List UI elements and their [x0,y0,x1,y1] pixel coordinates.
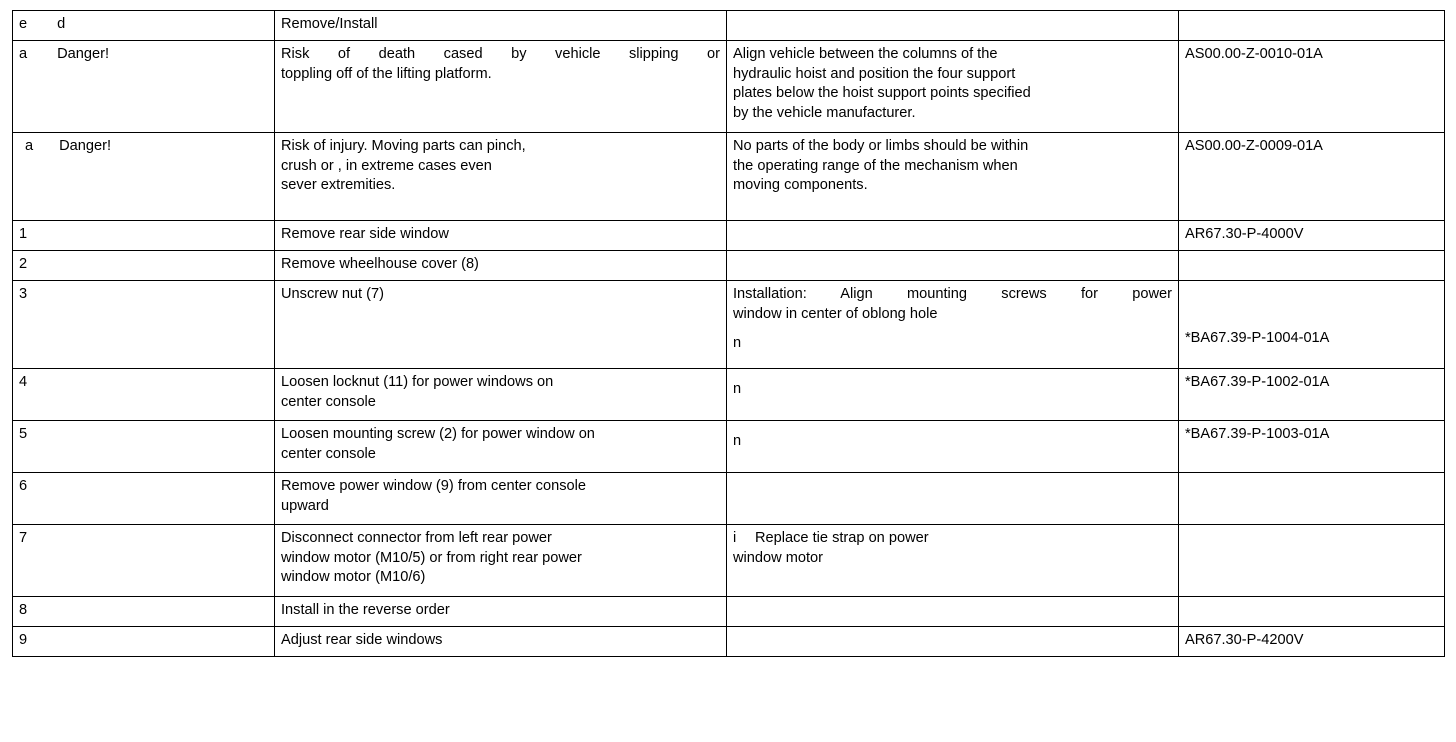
step-number: 2 [19,256,28,272]
cell-reference [1179,421,1445,473]
task-line: window motor (M10/5) or from right rear power [281,549,582,566]
note-line: by the vehicle manufacturer. [733,105,916,122]
cell-note [727,133,1179,221]
cell-note [727,627,1179,657]
task-line: Loosen locknut (11) for power windows on [281,374,554,390]
table-row [13,11,1445,41]
cell-task [275,221,727,251]
cell-note [727,11,1179,41]
note-line: moving components. [733,177,868,194]
cell-note [727,597,1179,627]
table-row [13,133,1445,221]
danger-label: Danger! [59,138,112,154]
note-line: No parts of the body or limbs should be within [733,138,1029,154]
table-row [13,473,1445,525]
cell-reference [1179,525,1445,597]
task-text: Remove wheelhouse cover (8) [281,256,479,272]
note-symbol-icon: n [733,433,742,449]
cell-step [13,281,275,369]
table-row [13,525,1445,597]
cell-task [275,421,727,473]
cell-reference [1179,11,1445,41]
step-number: 3 [19,286,28,302]
table-row [13,221,1445,251]
table-row [13,421,1445,473]
step-number: 7 [19,530,28,546]
task-line: Disconnect connector from left rear power [281,530,552,546]
cell-reference [1179,597,1445,627]
cell-task [275,251,727,281]
task-line: Risk of death cased by vehicle slipping or [281,46,720,62]
task-line: Remove power window (9) from center console [281,478,586,494]
cell-task [275,525,727,597]
step-number: 4 [19,374,28,390]
cell-note [727,281,1179,369]
cell-note [727,525,1179,597]
task-line: sever extremities. [281,177,396,194]
task-line: crush or , in extreme cases even [281,157,492,174]
cell-reference [1179,627,1445,657]
table-row [13,627,1445,657]
task-line: Risk of injury. Moving parts can pinch, [281,138,526,154]
danger-label: Danger! [57,46,110,62]
step-number: 5 [19,426,28,442]
task-line: upward [281,497,329,514]
info-symbol-icon: i [733,530,737,546]
table-row [13,597,1445,627]
cell-note [727,251,1179,281]
cell-note [727,473,1179,525]
step-number: 1 [19,226,28,242]
table-row [13,281,1445,369]
cell-reference [1179,281,1445,369]
cell-task [275,627,727,657]
task-line: center console [281,393,376,410]
step-label: d [57,16,66,32]
task-text: Install in the reverse order [281,602,450,618]
task-line: Loosen mounting screw (2) for power window on [281,426,595,442]
cell-note [727,221,1179,251]
cell-reference [1179,133,1445,221]
table-row [13,369,1445,421]
cell-step [13,133,275,221]
cell-step [13,627,275,657]
cell-step [13,525,275,597]
cell-note [727,369,1179,421]
cell-step [13,11,275,41]
reference-text: AR67.30-P-4200V [1185,632,1304,648]
note-line: hydraulic hoist and position the four support [733,65,1016,82]
note-line: the operating range of the mechanism when [733,157,1018,174]
step-number: a [19,46,28,62]
step-number: 8 [19,602,28,618]
reference-text: *BA67.39-P-1003-01A [1185,426,1330,442]
cell-note [727,41,1179,133]
note-line: Installation: Align mounting screws for power [733,286,1172,302]
procedure-table [12,10,1445,657]
cell-task [275,11,727,41]
reference-text: AS00.00-Z-0009-01A [1185,138,1323,154]
cell-task [275,473,727,525]
cell-reference [1179,251,1445,281]
step-number: a [25,138,34,154]
task-text: Unscrew nut (7) [281,286,384,302]
cell-note [727,421,1179,473]
reference-text: AS00.00-Z-0010-01A [1185,46,1323,62]
reference-text: AR67.30-P-4000V [1185,226,1304,242]
cell-task [275,281,727,369]
task-line: center console [281,445,376,462]
task-line: toppling off of the lifting platform. [281,65,492,82]
note-line: window in center of oblong hole [733,305,938,322]
cell-step [13,597,275,627]
reference-text: *BA67.39-P-1002-01A [1185,374,1330,390]
table-row [13,41,1445,133]
step-number: 9 [19,632,28,648]
step-number: e [19,16,28,32]
task-text: Remove/Install [281,16,378,32]
cell-step [13,473,275,525]
cell-reference [1179,221,1445,251]
cell-step [13,41,275,133]
cell-step [13,221,275,251]
cell-step [13,369,275,421]
cell-step [13,421,275,473]
cell-reference [1179,41,1445,133]
note-symbol-icon: n [733,335,742,352]
note-line: plates below the hoist support points specified [733,85,1031,102]
note-line: window motor [733,549,824,566]
task-text: Adjust rear side windows [281,632,443,648]
cell-task [275,41,727,133]
table-row [13,251,1445,281]
step-number: 6 [19,478,28,494]
cell-reference [1179,473,1445,525]
cell-task [275,369,727,421]
note-symbol-icon: n [733,381,742,397]
task-line: window motor (M10/6) [281,569,426,586]
note-line: Align vehicle between the columns of the [733,46,998,62]
note-line: Replace tie strap on power [755,530,929,546]
reference-text: *BA67.39-P-1004-01A [1185,330,1330,346]
cell-task [275,133,727,221]
task-text: Remove rear side window [281,226,449,242]
cell-step [13,251,275,281]
note-spacer [733,324,1172,334]
note-line-with-marker [733,529,1172,549]
cell-reference [1179,369,1445,421]
cell-task [275,597,727,627]
